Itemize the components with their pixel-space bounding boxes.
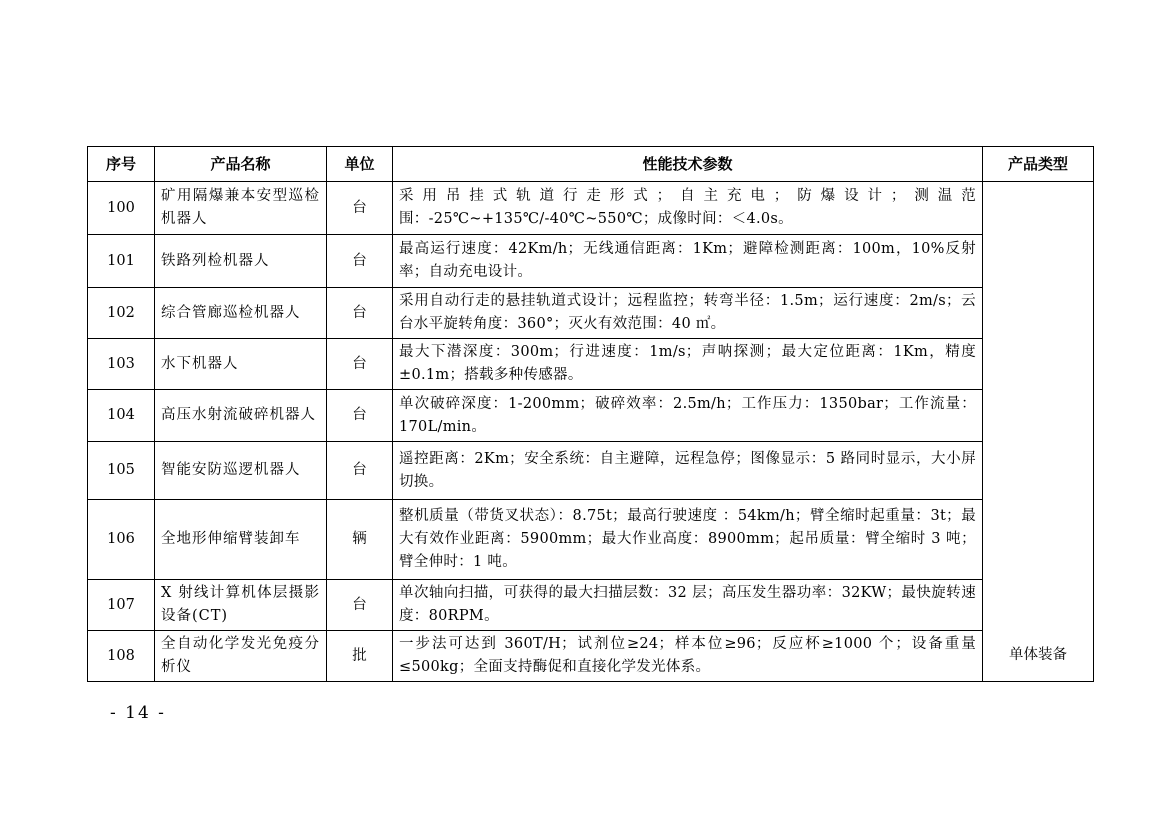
row-no: 108 xyxy=(88,631,155,682)
row-name: 全地形伸缩臂装卸车 xyxy=(155,500,327,580)
row-no: 104 xyxy=(88,390,155,442)
table-row xyxy=(88,580,1094,631)
row-name: X 射线计算机体层摄影设备(CT) xyxy=(155,580,327,631)
row-no: 100 xyxy=(88,182,155,235)
row-params: 单次破碎深度：1-200mm；破碎效率：2.5m/h；工作压力：1350bar；工作流量：170L/min。 xyxy=(393,390,983,442)
product-type-cell: 单体装备 xyxy=(983,182,1094,682)
header-type: 产品类型 xyxy=(983,147,1094,182)
row-unit: 台 xyxy=(327,235,393,288)
row-name: 高压水射流破碎机器人 xyxy=(155,390,327,442)
row-unit: 批 xyxy=(327,631,393,682)
row-unit: 台 xyxy=(327,339,393,390)
row-no: 102 xyxy=(88,288,155,339)
row-no: 107 xyxy=(88,580,155,631)
row-params: 整机质量（带货叉状态）：8.75t；最高行驶速度 ：54km/h；臂全缩时起重量：3t；最大有效作业距离：5900mm；最大作业高度：8900mm；起吊质量：臂全缩时 3 吨；臂全伸时：1 吨。 xyxy=(393,500,983,580)
row-params: 一步法可达到 360T/H；试剂位≥24；样本位≥96；反应杯≥1000 个；设备重量≤500kg；全面支持酶促和直接化学发光体系。 xyxy=(393,631,983,682)
row-params: 最高运行速度：42Km/h；无线通信距离：1Km；避障检测距离：100m，10%反射率；自动充电设计。 xyxy=(393,235,983,288)
table-row xyxy=(88,288,1094,339)
table-row xyxy=(88,339,1094,390)
page-number: - 14 - xyxy=(110,703,166,723)
row-name: 水下机器人 xyxy=(155,339,327,390)
row-params: 遥控距离：2Km；安全系统：自主避障，远程急停；图像显示：5 路同时显示，大小屏切换。 xyxy=(393,442,983,500)
row-no: 106 xyxy=(88,500,155,580)
table-row xyxy=(88,631,1094,682)
product-spec-table xyxy=(87,146,1094,682)
header-unit: 单位 xyxy=(327,147,393,182)
row-no: 105 xyxy=(88,442,155,500)
table-row xyxy=(88,500,1094,580)
header-params: 性能技术参数 xyxy=(393,147,983,182)
row-params: 最大下潜深度：300m；行进速度：1m/s；声呐探测；最大定位距离：1Km，精度±0.1m；搭载多种传感器。 xyxy=(393,339,983,390)
table-row xyxy=(88,235,1094,288)
row-no: 101 xyxy=(88,235,155,288)
table-row xyxy=(88,442,1094,500)
header-product-name: 产品名称 xyxy=(155,147,327,182)
row-name: 综合管廊巡检机器人 xyxy=(155,288,327,339)
row-no: 103 xyxy=(88,339,155,390)
row-unit: 台 xyxy=(327,442,393,500)
row-params: 单次轴向扫描，可获得的最大扫描层数：32 层；高压发生器功率：32KW；最快旋转速度：80RPM。 xyxy=(393,580,983,631)
table-row xyxy=(88,390,1094,442)
table-row xyxy=(88,182,1094,235)
row-name: 全自动化学发光免疫分析仪 xyxy=(155,631,327,682)
row-unit: 台 xyxy=(327,182,393,235)
row-params: 采用自动行走的悬挂轨道式设计；远程监控；转弯半径：1.5m；运行速度：2m/s；云台水平旋转角度：360°；灭火有效范围：40 ㎡。 xyxy=(393,288,983,339)
table-header-row xyxy=(88,147,1094,182)
row-name: 铁路列检机器人 xyxy=(155,235,327,288)
row-params: 采用吊挂式轨道行走形式；自主充电；防爆设计；测温范围：-25℃~+135℃/-40℃~550℃；成像时间：＜4.0s。 xyxy=(393,182,983,235)
header-no: 序号 xyxy=(88,147,155,182)
row-unit: 台 xyxy=(327,288,393,339)
row-name: 矿用隔爆兼本安型巡检机器人 xyxy=(155,182,327,235)
row-unit: 台 xyxy=(327,390,393,442)
row-name: 智能安防巡逻机器人 xyxy=(155,442,327,500)
row-unit: 台 xyxy=(327,580,393,631)
row-unit: 辆 xyxy=(327,500,393,580)
